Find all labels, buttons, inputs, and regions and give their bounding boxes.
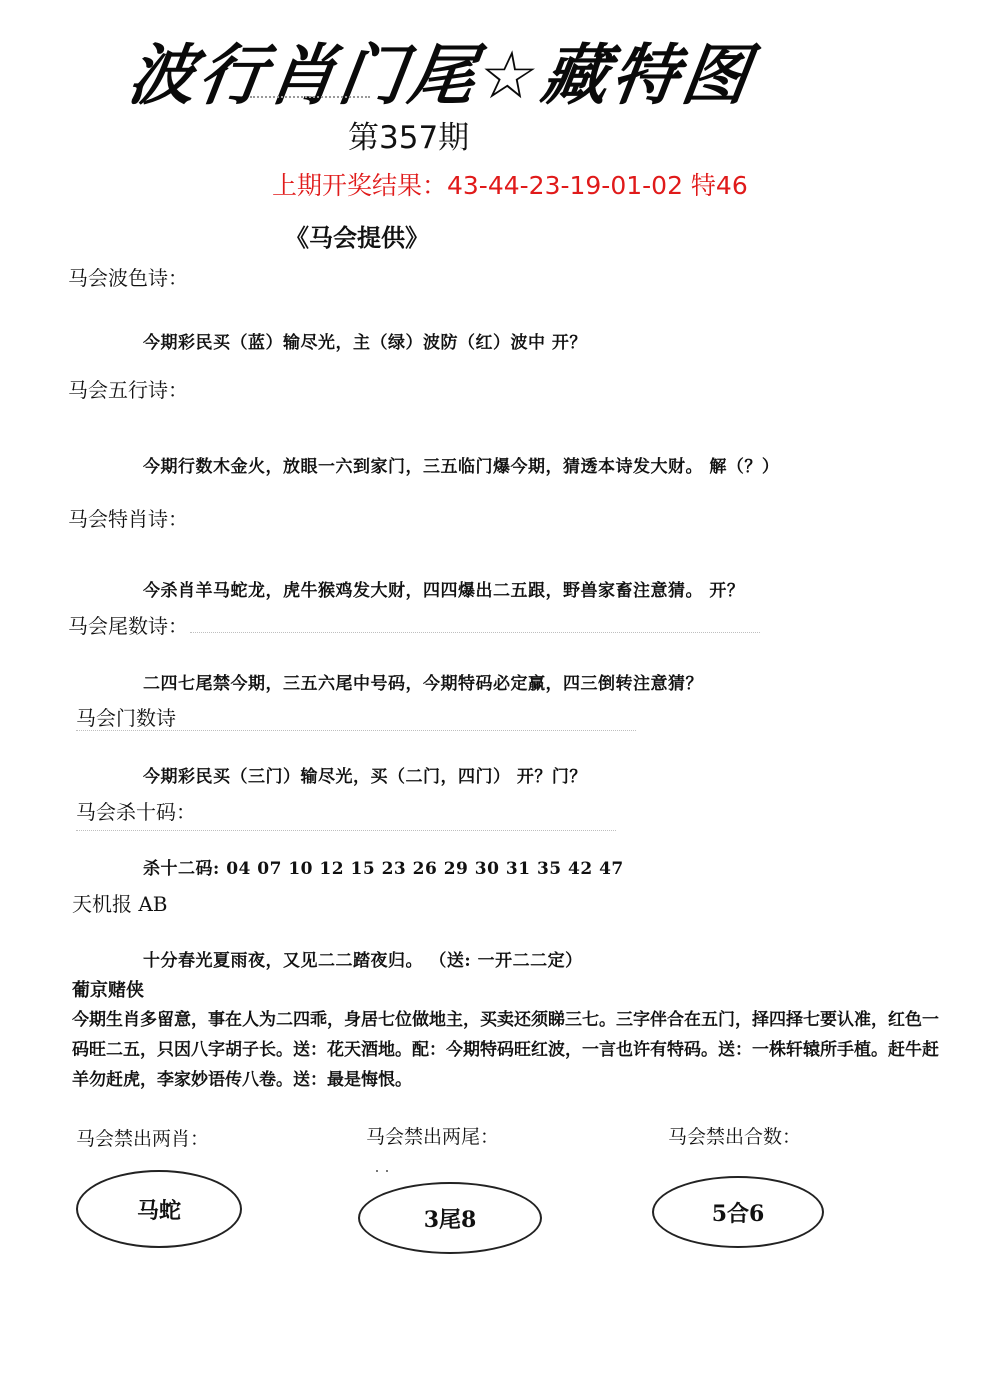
- section-text-gate-number: 今期彩民买（三门）输尽光，买（二门，四门） 开？门？: [143, 767, 587, 787]
- section-text-tail-number: 二四七尾禁今期，三五六尾中号码，今期特码必定赢，四三倒转注意猜？: [143, 674, 703, 694]
- section-heading-tianji: 天机报 AB: [72, 892, 168, 916]
- ban-value-sum: 5合6: [711, 1200, 765, 1227]
- section-text-wave-color: 今期彩民买（蓝）输尽光，主（绿）波防（红）波中 开？: [143, 333, 587, 353]
- section-heading-kill-ten: 马会杀十码：: [76, 800, 196, 824]
- section-text-tianji: 十分春光夏雨夜，又见二二踏夜归。 （送: 一开二二定）: [143, 951, 583, 971]
- section-heading-special-zodiac: 马会特肖诗：: [68, 507, 188, 531]
- section-heading-wave-color: 马会波色诗：: [68, 266, 188, 290]
- dotted-divider: [76, 730, 636, 731]
- ban-value-tail: 3尾8: [423, 1206, 477, 1233]
- section-text-five-elements: 今期行数木金火，放眼一六到家门，三五临门爆今期，猜透本诗发大财。 解（？）: [143, 457, 780, 477]
- dotted-divider: [76, 830, 616, 831]
- section-heading-pujing: 葡京赌侠: [72, 980, 144, 1001]
- section-heading-tail-number: 马会尾数诗：: [68, 614, 188, 638]
- section-heading-five-elements: 马会五行诗：: [68, 378, 188, 402]
- ban-oval-zodiac: [76, 1170, 242, 1248]
- ban-label-sum: 马会禁出合数：: [668, 1126, 802, 1148]
- speck: [376, 1170, 378, 1172]
- section-text-special-zodiac: 今杀肖羊马蛇龙，虎牛猴鸡发大财，四四爆出二五跟，野兽家畜注意猜。 开？: [143, 581, 745, 601]
- ban-oval-tail: [358, 1182, 542, 1254]
- dotted-divider: [190, 632, 760, 633]
- last-draw-result: 上期开奖结果：43-44-23-19-01-02 特46: [272, 171, 748, 200]
- speck: [386, 1170, 388, 1172]
- section-text-pujing: 今期生肖多留意，事在人为二四乖，身居七位做地主，买卖还须睇三七。三字伴合在五门，择四择七要认准，红色一码旺二五，只因八字胡子长。送：花天酒地。配：今期特码旺红波，一言也许有特码。送：一株轩辕所手植。赶牛赶羊勿赶虎，李家妙语传八卷。送：最是悔恨。: [72, 1010, 939, 1090]
- section-text-kill-ten: 杀十二码: 04 07 10 12 15 23 26 29 30 31 35 42 47: [143, 859, 624, 879]
- section-heading-gate-number: 马会门数诗: [76, 706, 176, 730]
- page-title: 波行肖门尾☆藏特图: [123, 37, 758, 114]
- ban-label-zodiac: 马会禁出两肖：: [76, 1128, 210, 1150]
- ban-value-zodiac: 马蛇: [136, 1197, 181, 1224]
- ban-oval-sum: [652, 1176, 824, 1248]
- issue-number: 第357期: [348, 120, 470, 156]
- ban-label-tail: 马会禁出两尾：: [366, 1126, 500, 1148]
- title-underline-speck: [250, 96, 370, 98]
- provider-label: 《马会提供》: [285, 223, 429, 252]
